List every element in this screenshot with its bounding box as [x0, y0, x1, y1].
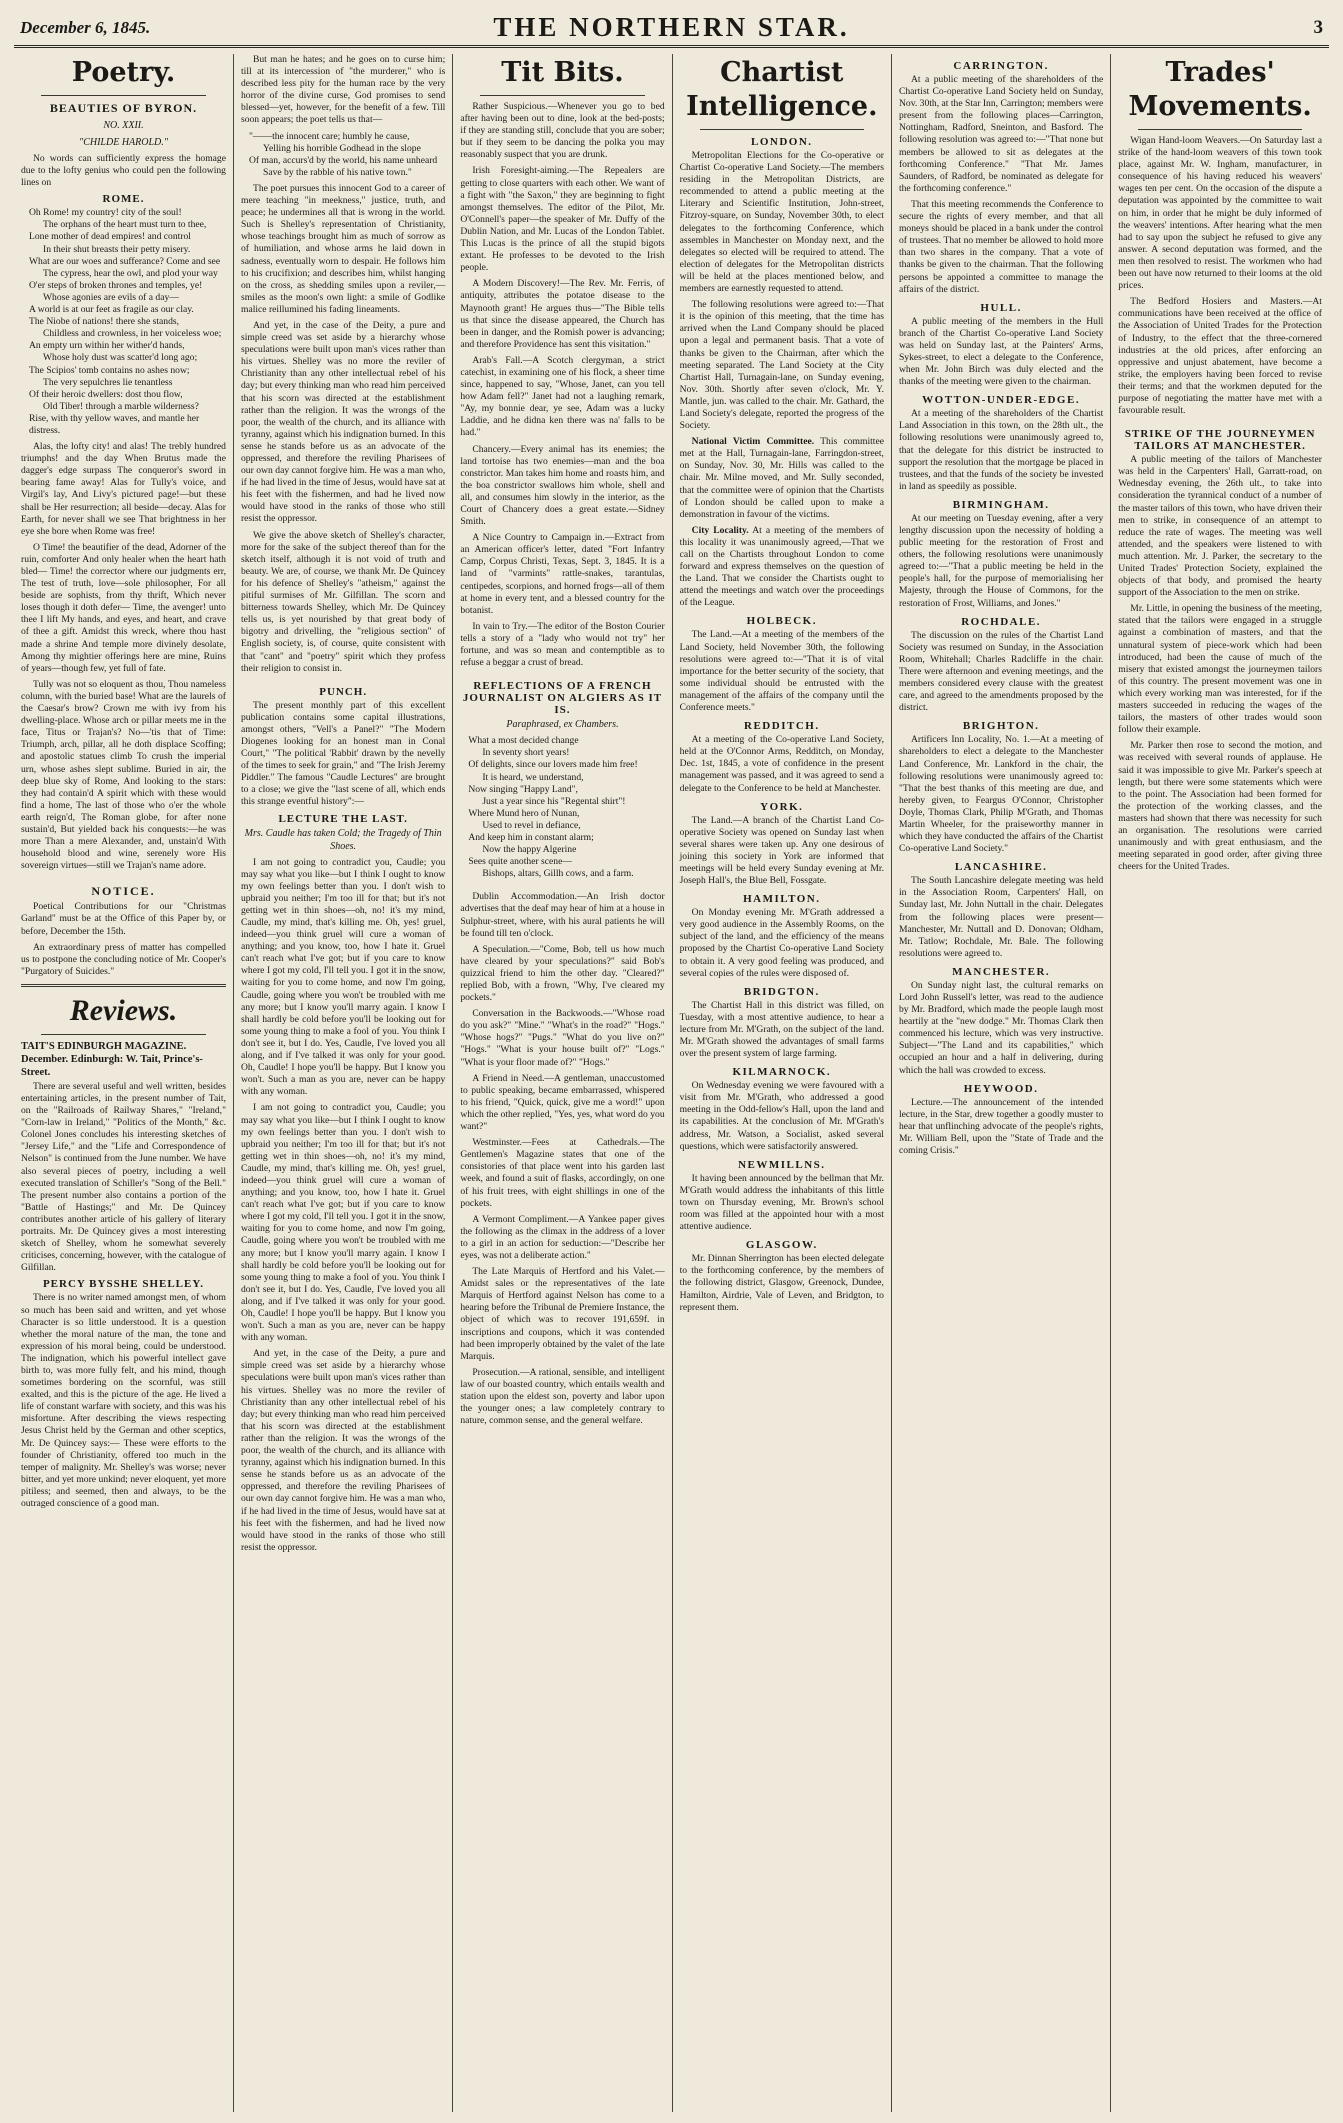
notice: [21, 884, 226, 978]
tit-bit: Conversation in the Backwoods.—"Whose road do you ask?" "Mine." "What's in the road?" "Hogs." "Whose hogs?" "Pugs." "What do you live on?" "Hogs." "What is your house built of?" "Logs." "What is your floor made of?" "Hogs.": [460, 1008, 665, 1068]
column-trades-movements: [1110, 54, 1329, 2112]
article-text: But man he hates; and he goes on to curse him; till at its intercession of "the murderer," who is described less pity for the human race by the very horror of the divine curse, God promises to send blessed—yet, however, for the benefit of a few. Till soon appears; the poet tells us that—: [240, 54, 446, 126]
report-text: The following resolutions were agreed to:—That it is the opinion of this meeting, that the time has arrived when the Land Company should be placed upon a legal and permanent basis. That a vote of thanks be given to the Chairman, after which the meeting separated. The Land Society at the City Chartist Hall, Turnagain-lane, on Sunday evening, Nov. 30th. Shortly after seven o'clock, Mr. Y. Mantle, jun. was called to the chair. Mr. Gathard, the Land Society's delegate, reported the progress of the Society.: [679, 299, 884, 432]
poem-stanza: Alas, the lofty city! and alas! The trebly hundred triumphs! and the day When Brutus made the dagger's edge surpass The conqueror's sword in bearing fame away! Alas for Tully's voice, and Virgil's lay, And Livy's pictured page!—but these shall be Her resurrection; all beside—decay. Alas for Earth, for never shall we see That brightness in her eye she bore when Rome was free!: [21, 441, 226, 537]
review-text: There are several useful and well written, besides entertaining articles, in the present number of Tait, on the "Railroads of Railway Shares," "Ireland," "Corn-law in Ireland," "Politics of the Month," &c. Colonel Jones concludes his interesting sketches of "Jersey Life," and the "Life and Correspondence of Nelson" is continued from the June number. We have also several pieces of poetry, including a well executed translation of Schiller's "Song of the Bell." The present number also contains a portion of the "Battle of Hastings;" and Mr. De Quincey contributes another article of his gallery of literary portraits. Mr. De Quincey gives a most interesting sketch of Shelley, whom he somewhat severely criticises, concerning, however, with the catalogue of Gilfillan.: [21, 1080, 226, 1274]
report-heading: WOTTON-UNDER-EDGE.: [922, 394, 1081, 407]
trades-report: A public meeting of the tailors of Manchester was held in the Carpenters' Hall, Garratt-road, on Wednesday evening, the 26th ult., to take into consideration the tyrannical conduct of a number of the master tailors of this town, who have driven their men to strike, in consequence of an attempt to reduce the rate of wages. The meeting was well attended, and the speakers were listened to with much attention. Mr. J. Parker, the secretary to the United Trades' Protection Society, explained the objects of that body, and promised the hearty support of the Association to the men on strike.: [1118, 454, 1322, 599]
poem-line: Where Mund hero of Nunan,: [468, 807, 580, 819]
report-heading: HAMILTON.: [743, 893, 821, 906]
issue-date: December 6, 1845.: [20, 17, 151, 37]
trades-report: Wigan Hand-loom Weavers.—On Saturday last a strike of the hand-loom weavers of this town took place, against Mr. W. Ingham, manufacturer, in consequence of his having reduced his weavers' wages ten per cent. On the occasion of the dispute a deputation was appointed by the committee to wait on him, in order that he might be duly informed of the weavers' intentions. After hearing what the men had to say upon the subject he refused to give any answer. A second deputation was formed, and the men then resolved to resist. The workmen who had been out have now returned to their looms at the old prices.: [1118, 135, 1322, 292]
review-title: TAIT'S EDINBURGH MAGAZINE. December. Edinburgh: W. Tait, Prince's-Street.: [21, 1040, 203, 1078]
report-text: Mr. Dinnan Sherrington has been elected delegate to the forthcoming conference, by the members of the following district, Glasgow, Greenock, Dundee, Hamilton, Airdrie, Vale of Leven, and Bridgton, to represent them.: [679, 1253, 884, 1313]
report-heading: YORK.: [760, 800, 804, 813]
poem-line: The Scipios' tomb contains no ashes now;: [29, 364, 190, 376]
report-text: Metropolitan Elections for the Co-operative or Chartist Co-operative Land Society.—The members residing in the Metropolitan Districts, are recommended to attend a public meeting at the Literary and Scientific Institution, John-street, Fitzroy-square, on Sunday, November 30th, to elect delegates to the forthcoming Conference, which assembles in Manchester on Monday next, and the delegates so elected will be required to attend. The election of delegates for the Metropolitan districts will be held at the places mentioned below, and members are earnestly requested to attend.: [679, 150, 884, 295]
poem-line: Now the happy Algerine: [482, 844, 577, 856]
tit-bit: A Speculation.—"Come, Bob, tell us how much have cleared by your speculations?" said Bob's quizzical friend to him the other day. "Cleared?" replied Bob, with a frown, "Why, I've cleared my pockets.": [460, 943, 665, 1004]
poem-verses: [29, 207, 226, 437]
report-heading: LONDON.: [751, 136, 813, 148]
report-text: The Chartist Hall in this district was filled, on Tuesday, with a most attentive audience, to hear a lecture from Mr. M'Grath, on the subject of the land. Mr. M'Grath showed the advantages of small farms over the present system of large farming.: [679, 999, 884, 1060]
tit-bit: In vain to Try.—The editor of the Boston Courier tells a story of a "lady who would not try" her fortune, and was so mean and contemptible as to refuse a beggar a crust of bread.: [460, 620, 665, 669]
poem-verses: [468, 735, 664, 880]
quoted-verse: [249, 131, 445, 179]
review-text: There is no writer named amongst men, of whom so much has been said and written, and yet whose Character is so little understood. It is a question whether the moral nature of the man, the tone and expression of his moral being, could be understood. The indignation, which his powerful intellect gave birth to, was more fully felt, and his mind, though sometimes bordering on the scornful, was still exalted, and this is the picture of the age. He lived a life of constant warfare with society, and this was his misfortune. After describing the views respecting Jesus Christ held by the German and other sceptics, Mr. De Quincey says:— These were efforts to the founder of Christianity, offered too much in the temper of malignity. Mr. Shelley's was worse; never bitter, and yet more unkind; never eloquent, yet more pitiless; and seemed, then and always, to be the outraged conscience of a good man.: [21, 1292, 226, 1509]
tit-bit: A Modern Discovery!—The Rev. Mr. Ferris, of antiquity, attributes the potatoe disease to the Maynooth grant! He argues thus—"The Bible tells us that since the disease appeared, the Church has been in danger, and the Romish power is advancing; and therefore Providence has sent this visitation.": [460, 278, 665, 350]
poem-line: The Niobe of nations! there she stands,: [29, 316, 179, 328]
report-lead: National Victim Committee.: [691, 436, 815, 448]
report-text: The Land.—At a meeting of the members of the Land Society, held November 30th, the following resolutions were agreed to:—"That it is of vital importance for the better security of the society, that some individual should be entrusted with the management of the affairs of the company until the Conference meets.": [679, 629, 884, 714]
report-text: The discussion on the rules of the Chartist Land Society was resumed on Sunday, in the Association Room, Whitehall; Charles Radcliffe in the chair. There were afternoon and evening meetings, and the members considered every clause with the greatest care, and agreed to the amendments proposed by the district.: [898, 629, 1104, 714]
article-subheading: PERCY BYSSHE SHELLEY.: [42, 1278, 205, 1291]
tit-bit: Prosecution.—A rational, sensible, and intelligent law of our boasted country, which entails wealth and station upon the eldest son, poverty and labor upon the younger ones; a law completely contrary to nature, common sense, and the general welfare.: [460, 1366, 665, 1427]
report-heading: HULL.: [980, 301, 1022, 314]
column-container: [14, 54, 1329, 2112]
report-heading: KILMARNOCK.: [732, 1066, 832, 1079]
poem-line: Childless and crownless, in her voiceless woe;: [43, 328, 222, 340]
report-heading: REDDITCH.: [744, 720, 820, 733]
section-heading-chartist: Chartist Intelligence.: [686, 57, 878, 122]
section-heading-tit-bits: Tit Bits.: [501, 57, 624, 88]
newspaper-title: THE NORTHERN STAR.: [493, 12, 850, 42]
section-heading-reviews: Reviews.: [69, 993, 178, 1027]
poem-line: In seventy short years!: [482, 747, 570, 759]
report-heading: GLASGOW.: [745, 1239, 818, 1252]
article-text: The present monthly part of this excellent publication contains some capital illustrations, amongst others, "Vell's a Panel?" "The Modern Diogenes looking for an honest man in Conal Court," "The political 'Rabbit' drawn by the nevelly of the times to seek for grain," and "The Irish Jeremy Piddler." The famous "Caudle Lectures" are brought to a close; we give the "last scene of all, which ends this strange eventful history":—: [240, 699, 446, 808]
article-text: We give the above sketch of Shelley's character, more for the sake of the subject thereof than for the sketch itself, although it is not void of truth and beauty. We are, of course, we thank Mr. De Quincey for his defence of Shelley's "atheism," against the pitiful surmises of Mr. Gilfillan. The scorn and bitterness towards Shelley, which Mr. De Quincey tells us, is yet nourished by that great body of bigotry and drivelling, the "religious section" of English society, is, of course, quite consistent with that "cant" and "poetry" spirit which they profess their religion to consist in.: [240, 529, 446, 674]
report-heading: NEWMILLNS.: [738, 1158, 826, 1171]
report-text: Artificers Inn Locality, No. 1.—At a meeting of shareholders to elect a delegate to the Manchester Land Conference, Mr. Lankford in the chair, the following resolutions were unanimously agreed to: "That the best thanks of this meeting are due, and hereby given, to Feargus O'Connor, Christopher Doyle, Thomas Clark, Philip M'Grath, and Thomas Martin Wheeler, for the praiseworthy manner in which they have conducted the affairs of the Chartist Co-operative Land Society.": [898, 734, 1104, 855]
report-text: A public meeting of the members in the Hull branch of the Chartist Co-operative Land Society was held on Sunday last, at the Painters' Arms, Sykes-street, to elect a delegate to the Conference, when Mr. John Birch was duly elected and the thanks of the meeting were given to the chairman.: [898, 315, 1104, 388]
report-body: This committee met at the Hall, Turnagain-lane, Farringdon-street, on Sunday, Nov. 30, Mr. Hills was called to the chair. Mr. Milne moved, and Mr. Sully seconded, that the committee were of opinion that the Chartists of London should be called upon to make a demonstration in favour of the victims.: [679, 436, 884, 520]
divider: [700, 129, 864, 130]
tit-bit: Westminster.—Fees at Cathedrals.—The Gentlemen's Magazine states that one of the consistories of that place went into his garden last week, and found a suit of flasks, accordingly, on one of his fruit trees, with eight shillings in one of the pockets.: [460, 1137, 665, 1209]
report-heading: HOLBECK.: [746, 615, 817, 628]
poem-line: In their shut breasts their petty misery.: [43, 243, 191, 255]
report-heading: ROCHDALE.: [961, 615, 1042, 628]
notice-text: Poetical Contributions for our "Christmas Garland" must be at the Office of this Paper by, or before, December the 15th.: [21, 901, 226, 937]
tit-bit: A Vermont Compliment.—A Yankee paper gives the following as the climax in the address of a lover to a girl in an action for seduction:—"Describe her eyes, was not a deliberate action.": [460, 1213, 665, 1261]
article-text: And yet, in the case of the Deity, a pure and simple creed was set aside by a hierarchy whose speculations were built upon man's vices rather than his virtues. Shelley was no more the reviler of Christianity than any other intellectual rebel of his day; but every thinking man who read him perceived that his scorn was directed at the establishment rather than the religion. It was the wrongs of the poor, the wealth of the church, and its alliance with tyranny, against which his indignation burned. In this sense he stands before us as an advocate of the oppressed, and therefore the reviling Pharisees of our own day cannot forgive him. He was a man who, if he had lived in the time of Jesus, would have sat at his feet with the fishermen, and had he lived now would have stood in the ranks of those who still resist the oppressor.: [240, 319, 446, 525]
column-tit-bits: [452, 54, 671, 2112]
divider: [41, 95, 206, 96]
poem-subtitle: Paraphrased, ex Chambers.: [506, 719, 619, 731]
poem-line: What a most decided change: [468, 735, 579, 747]
report-heading: BRIGHTON.: [962, 720, 1040, 733]
trades-report: Mr. Parker then rose to second the motion, and was received with several rounds of applause. He said it was impossible to give Mr. Parker's speech at length, but there were some statements which were to the point. The Association had been formed for the protection of the working classes, and the masters had shown that there was necessity for such an organisation. The resolutions were carried unanimously and with great enthusiasm, and the meeting separated in good order, after giving three cheers for the United Trades.: [1118, 740, 1322, 873]
poem-line: It is heard, we understand,: [482, 771, 584, 783]
verse-line: "——the innocent care; humbly he cause,: [248, 130, 410, 142]
poem-line: Of delights, since our lovers made him free!: [468, 759, 638, 771]
divider: [1138, 129, 1302, 130]
tit-bit: Dublin Accommodation.—An Irish doctor advertises that the deaf may hear of him at a house in Sulphur-street, where, with his aural patients he will be found till ten o'clock.: [460, 891, 665, 939]
poem-intro: No words can sufficiently express the homage due to the lofty genius who could pen the following lines on: [21, 153, 226, 189]
verse-line: Of man, accurs'd by the world, his name unheard: [248, 154, 438, 166]
notice-text: An extraordinary press of matter has compelled us to postpone the concluding notice of Mr. Cooper's "Purgatory of Suicides.": [21, 941, 226, 977]
poem-line: Now singing "Happy Land",: [468, 783, 578, 795]
column-poetry: [14, 54, 233, 2112]
report-heading: CARRINGTON.: [953, 60, 1049, 72]
report-text: On Sunday night last, the cultural remarks on Lord John Russell's letter, was read to the audience by Mr. Bradford, which made the people laugh most heartily at the "new dodge." Mr. Thomas Clark then commenced his lecture, which was very instructive. Subject—"The Land and its capabilities," which occupied an hour and a half in delivering, during which the hall was crowded to excess.: [898, 979, 1104, 1076]
poem-line: O'er steps of broken thrones and temples, ye!: [29, 279, 203, 291]
masthead: [14, 10, 1329, 48]
poem-line: Bishops, altars, Gillh cows, and a farm.: [482, 868, 634, 880]
report-heading: MANCHESTER.: [952, 965, 1051, 978]
poem-line: An empty urn within her wither'd hands,: [29, 340, 185, 352]
divider: [21, 984, 226, 987]
tit-bit: A Friend in Need.—A gentleman, unaccustomed to public speaking, became embarrassed, whispered to his friend, "Quick, quick, give me a word!" upon which the other replied, "Yes, yes, what word do you want?": [460, 1072, 665, 1133]
poem-line: Used to revel in defiance,: [482, 819, 581, 831]
review-heading-punch: PUNCH.: [319, 685, 368, 698]
verse-line: Save by the rabble of his native town.": [262, 166, 412, 178]
section-heading-trades: Trades' Movements.: [1128, 57, 1312, 122]
tit-bit: Rather Suspicious.—Whenever you go to bed after having been out to dine, look at the bed-posts; if they are standing still, conclude that you are sober; but if they seem to be dancing the polka you may reasonably suspect that you are drunk.: [460, 101, 665, 161]
poem-line: Just a year since his "Regental shirt"!: [482, 795, 626, 807]
poem-line: Whose holy dust was scatter'd long ago;: [43, 352, 198, 364]
report-text: On Monday evening Mr. M'Grath addressed a very good audience in the Assembly Rooms, on the subject of the land, and the efficiency of the means proposed by the Chartist Co-operative Land Society to obtain it. A very good feeling was produced, and several copies of the rules were disposed of.: [679, 907, 884, 979]
report-text: [680, 436, 884, 521]
verse-line: Yelling his horrible Godhead in the slope: [262, 142, 421, 154]
poem-title: BEAUTIES OF BYRON.: [49, 101, 198, 115]
article-heading-strike: STRIKE OF THE JOURNEYMEN TAILORS AT MANCHESTER.: [1124, 428, 1316, 453]
report-text: That this meeting recommends the Conference to secure the rights of every member, and that all moneys should be placed in a bank under the control of trustees. That no member be allowed to hold more than two shares in the company. That a vote of thanks be given to the chairman. That the following persons be appointed a committee to manage the affairs of the district.: [898, 198, 1104, 295]
poem-stanza: Tully was not so eloquent as thou, Thou nameless column, with the buried base! What are the laurels of the Caesar's brow? Crown me with ivy from his dwelling-place. Whose arch or pillar meets me in the face, Titus or Trajan's? No—'tis that of Time: Triumph, arch, pillar, all he doth displace Scoffing; and apostolic statues climb To crush the imperial urn, whose ashes slept sublime. Buried in air, the deep blue sky of Rome, And looking to the stars: they had contain'd A spirit which with these would find a home, The last of those who o'er the whole earth reign'd, The Roman globe, for after none sustain'd, But yielded back his conquests:—he was more Than a mere Alexander, and, unstain'd With household blood and wine, serenely wore His sovereign virtues—still we Trajan's name adore.: [21, 678, 226, 872]
tit-bit: Arab's Fall.—A Scotch clergyman, a strict catechist, in examining one of his flock, a sheer time since, happened to say, "Whose, Janet, can you tell how Adam fell?" Janet had not a laughing remark, "Ay, my bonnie dear, ye see, Adam was a lucky Laddie, and he didna ken there was na' falls to be had.": [460, 354, 665, 439]
divider: [480, 95, 644, 96]
divider: [41, 1034, 206, 1035]
report-lead: City Locality.: [691, 524, 749, 536]
poem-heading-rome: ROME.: [102, 193, 145, 206]
notice-title: NOTICE.: [91, 884, 156, 899]
trades-report: The Bedford Hosiers and Masters.—At communications have been received at the office of the Association of United Trades for the Protection of Industry, to the effect that the three-cornered industries at the old prices, after enforcing an oppressive and unjust abatement, have become a strike, the employers having been forced to revise their terms; and that the workmen deputed for the purpose of negotiating the matter have met with a favourable result.: [1118, 296, 1322, 417]
report-text: At a public meeting of the shareholders of the Chartist Co-operative Land Society held on Sunday, Nov. 30th, at the Star Inn, Carrington; members were present from the following places—Carrington, Nottingham, Radford, Sneinton, and Basford. The following resolution was agreed to:—"That none but members be allowed to sit as delegates at the forthcoming Conference." "That Mr. James Saunders, of Radford, be nominated as delegate for the forthcoming conference.": [898, 74, 1104, 194]
poem-line: The orphans of the heart must turn to thee,: [43, 219, 207, 231]
poem-line: Of their heroic dwellers: dost thou flow,: [29, 388, 183, 400]
lecture-text: I am not going to contradict you, Caudle; you may say what you like—but I think I ought to know my own feelings better than you. I don't wish to upbraid you neither; I'm too ill for that; but it's not getting wet in thin shoes—oh, no! it's my mind, Caudle, my mind, that's killing me. Oh, yes! gruel, indeed—you think gruel will cure a woman of anything; and you know, too, how I hate it. Gruel can't reach what I've got; but if you care to know where I got my cold, I'll tell you. I got it in the snow, waiting for you to come home, and now I'm going, Caudle, going where you won't be troubled with me any more; but I know you'll marry again. I know I shall hardly be cold before you'll be looking out for some young thing to make a fool of you. You think I don't see it, but I do. Yes, Caudle, I've loved you all along, and if I've talked it was only for your good. Oh, Caudle! I hope you'll be happy. But I know you won't. Such a man as you are, never can be happy with any woman.: [240, 856, 446, 1098]
tit-bit: Chancery.—Every animal has its enemies; the land tortoise has two enemies—man and the boa constrictor. Man takes him home and roasts him, and the boa constrictor swallows him whole, shell and all, and consumes him slowly in the interior, as the Court of Chancery does a great estate.—Sidney Smith.: [460, 443, 665, 528]
poem-line: Rise, with thy yellow waves, and mantle her distress.: [29, 412, 200, 436]
poem-stanza: O Time! the beautifier of the dead, Adorner of the ruin, comforter And only healer when the heart hath bled— Time! the corrector where our judgments err, The test of truth, love—sole philosopher, For all beside are sophists, from thy thrift, Which never loses though it doth defer— Time, the avenger! unto thee I lift My hands, and eyes, and heart, and crave of thee a gift. Amidst this wreck, where thou hast made a shrine And temple more divinely desolate, Among thy mightier offerings here are mine, Ruins of years—though few, yet full of fate.: [21, 541, 226, 674]
lecture-heading: LECTURE THE LAST.: [278, 812, 408, 825]
column-chartist-intelligence: [672, 54, 891, 2112]
report-text: The South Lancashire delegate meeting was held in the Association Room, Carpenters' Hall, on Sunday last, Mr. John Nuttall in the chair. Delegates from the following places were present—Manchester, Mr. Nuttall and D. Donovan; Oldham, Mr. Tatlow; Rochdale, Mr. Bale. The following resolutions were agreed to.: [898, 875, 1104, 959]
column-chartist-continued: [891, 54, 1110, 2112]
tit-bit: The Late Marquis of Hertford and his Valet.—Amidst sales or the representatives of the late Marquis of Hertford against Nelson has come to a hearing before the Tribunal de Premiere Instance, the object of which was to recover 191,659f. in inscriptions and coupons, which it was contended had been improperly obtained by the valet of the late Marquis.: [460, 1266, 665, 1362]
poem-line: And keep him in constant alarm;: [468, 831, 594, 843]
poem-line: Lone mother of dead empires! and control: [29, 231, 191, 243]
report-heading: BIRMINGHAM.: [952, 498, 1050, 511]
poem-heading: REFLECTIONS OF A FRENCH JOURNALIST ON ALGIERS AS IT IS.: [462, 680, 663, 717]
report-text: At our meeting on Tuesday evening, after a very lengthy discussion upon the necessity of holding a public meeting for the restoration of Frost and others, the following resolutions were unanimously agreed to:—"That a public meeting be held in the people's hall, for the purpose of memorialising her Majesty, through the House of Commons, for the restoration of Frost, Williams, and Jones.": [898, 512, 1104, 609]
report-text: It having been announced by the bellman that Mr. M'Grath would address the inhabitants of this little town on Thursday evening, Mr. Brown's school room was filled at the appointed hour with a most attentive audience.: [679, 1172, 884, 1233]
tit-bit: Irish Foresight-aiming.—The Repealers are getting to close quarters with each other. We want of a fight with "the Saxon," they are beginning to fight amongst themselves. The editor of the Pilot, Mr. O'Connell's paper—the speaker of Mr. Duffy of the Dublin Nation, and Mr. Lucas of the London Tablet. This Lucas is the prince of all the stupid bigots extant. He professes to be devoted to the Irish people.: [460, 165, 665, 274]
report-heading: HEYWOOD.: [963, 1082, 1039, 1095]
report-heading: BRIDGTON.: [743, 985, 820, 998]
report-text: The Land.—A branch of the Chartist Land Co-operative Society was opened on Sunday last when several shares were taken up. Any one desirous of joining this society in York are informed that meetings will be held every Sunday evening at Mr. Joseph Hall's, the Blue Bell, Fossgate.: [679, 814, 884, 887]
poem-line: Sees quite another scene—: [468, 856, 572, 868]
lecture-text: I am not going to contradict you, Caudle; you may say what you like—but I think I ought to know my own feelings better than you. I don't wish to upbraid you neither; I'm too ill for that; but it's not getting wet in thin shoes—oh, no! it's my mind, Caudle, my mind, that's killing me. Oh, yes! gruel, indeed—you think gruel will cure a woman of anything; and you know, too, how I hate it. Gruel can't reach what I've got; but if you care to know where I got my cold, I'll tell you. I got it in the snow, waiting for you to come home, and now I'm going, Caudle, going where you won't be troubled with me any more; but I know you'll marry again. I know I shall hardly be cold before you'll be looking out for some young thing to make a fool of you. You think I don't see it, but I do. Yes, Caudle, I've loved you all along, and if I've talked it was only for your good. Oh, Caudle! I hope you'll be happy. But I know you won't. Such a man as you are, never can be happy with any woman.: [240, 1102, 446, 1344]
report-text: At a meeting of the Co-operative Land Society, held at the O'Connor Arms, Redditch, on Monday, Dec. 1st, 1845, a vote of confidence in the present management was passed, and it was agreed to send a delegate to the Conference to be held at Manchester.: [679, 734, 884, 794]
poem-line: What are our woes and sufferance? Come and see: [29, 255, 221, 267]
poem-number: NO. XXII.: [103, 120, 144, 131]
poem-line: Old Tiber! through a marble wilderness?: [43, 400, 199, 412]
section-heading-poetry: Poetry.: [71, 57, 176, 88]
report-text: On Wednesday evening we were favoured with a visit from Mr. M'Grath, who addressed a good meeting in the Odd-fellow's Hall, upon the land and its capabilities. At the conclusion of Mr. M'Grath's address, Mr. Watson, a Socialist, asked several questions, which were satisfactorily answered.: [679, 1080, 884, 1152]
lecture-text: And yet, in the case of the Deity, a pure and simple creed was set aside by a hierarchy whose speculations were built upon man's vices rather than his virtues. Shelley was no more the reviler of Christianity than any other intellectual rebel of his day; but every thinking man who read him perceived that his scorn was directed at the establishment rather than the religion. It was the wrongs of the poor, the wealth of the church, and its alliance with tyranny, against which his indignation burned. In this sense he stands before us as an advocate of the oppressed, and therefore the reviling Pharisees of our own day cannot forgive him. He was a man who, if he had lived in the time of Jesus, would have sat at his feet with the fishermen, and had he lived now would have stood in the ranks of those who still resist the oppressor.: [240, 1348, 446, 1553]
report-body: At a meeting of the members of this locality it was unanimously agreed,—That we call on the Chartists throughout London to come forward and express themselves on the question of the Land. That we consider the Chartists ought to attend the meetings and watch over the proceedings of the League.: [679, 524, 884, 609]
report-text: [680, 525, 884, 610]
poem-line: Whose agonies are evils of a day—: [43, 291, 179, 303]
trades-report: Mr. Little, in opening the business of the meeting, stated that the tailors were engaged in a struggle against a combination of masters, and that the unnatural system of piece-work which had been introduced, had been the cause of much of the misery that existed amongst the journeymen tailors of this country. The present movement was one in which every working man was interested, for if the masters succeeded in reducing the wages of the tailors, the masters of other trades would soon follow their example.: [1118, 603, 1322, 736]
lecture-subtitle: Mrs. Caudle has taken Cold; the Tragedy of Thin Shoes.: [244, 827, 442, 852]
poem-line: The very sepulchres lie tenantless: [43, 376, 173, 388]
report-text: At a meeting of the shareholders of the Chartist Land Association in this town, on the 28th ult., the following resolutions were unanimously agreed to, that the delegate for this district be instructed to support the resolution that the mortgage be placed in trustees, and that the funds of the society be invested in land as speedily as possible.: [898, 408, 1104, 492]
column-reviews-continued: [233, 54, 452, 2112]
poem-line: Oh Rome! my country! city of the soul!: [29, 207, 182, 219]
page-number: 3: [1313, 16, 1323, 38]
poem-line: A world is at our feet as fragile as our clay.: [29, 304, 194, 316]
article-text: The poet pursues this innocent God to a career of mere teaching "in meekness," justice, truth, and peace; he undermines all that is wrong in the world. Such is Shelley's representation of Christianity, whose teachings brought him as much of sorrow as of humiliation, and whose arms he laid down in sadness, eventually worn to despair. He follows him to his crucifixion; and describes him, whilst hanging on the cross, as shedding smiles upon a reviler,—smiles as the moon's own light: a smile of Godlike malice reillumined his fading lineaments.: [240, 182, 446, 315]
tit-bit: A Nice Country to Campaign in.—Extract from an American officer's letter, dated "Fort Infantry Camp, Corpus Christi, Texas, Sept. 3, 1845. It is a land of "varmints" rattle-snakes, tarantulas, centipedes, scorpions, and horned frogs—all of them at home in every tent, and a blessed country for the botanist.: [460, 532, 665, 616]
poem-subtitle: "CHILDE HAROLD.": [79, 137, 168, 148]
poem-line: The cypress, hear the owl, and plod your way: [43, 267, 218, 279]
report-heading: LANCASHIRE.: [954, 861, 1048, 874]
report-text: Lecture.—The announcement of the intended lecture, in the Star, drew together a goodly muster to hear that unflinching advocate of the people's rights, Mr. William Bell, upon the "State of Trade and the coming Crisis.": [898, 1096, 1104, 1157]
